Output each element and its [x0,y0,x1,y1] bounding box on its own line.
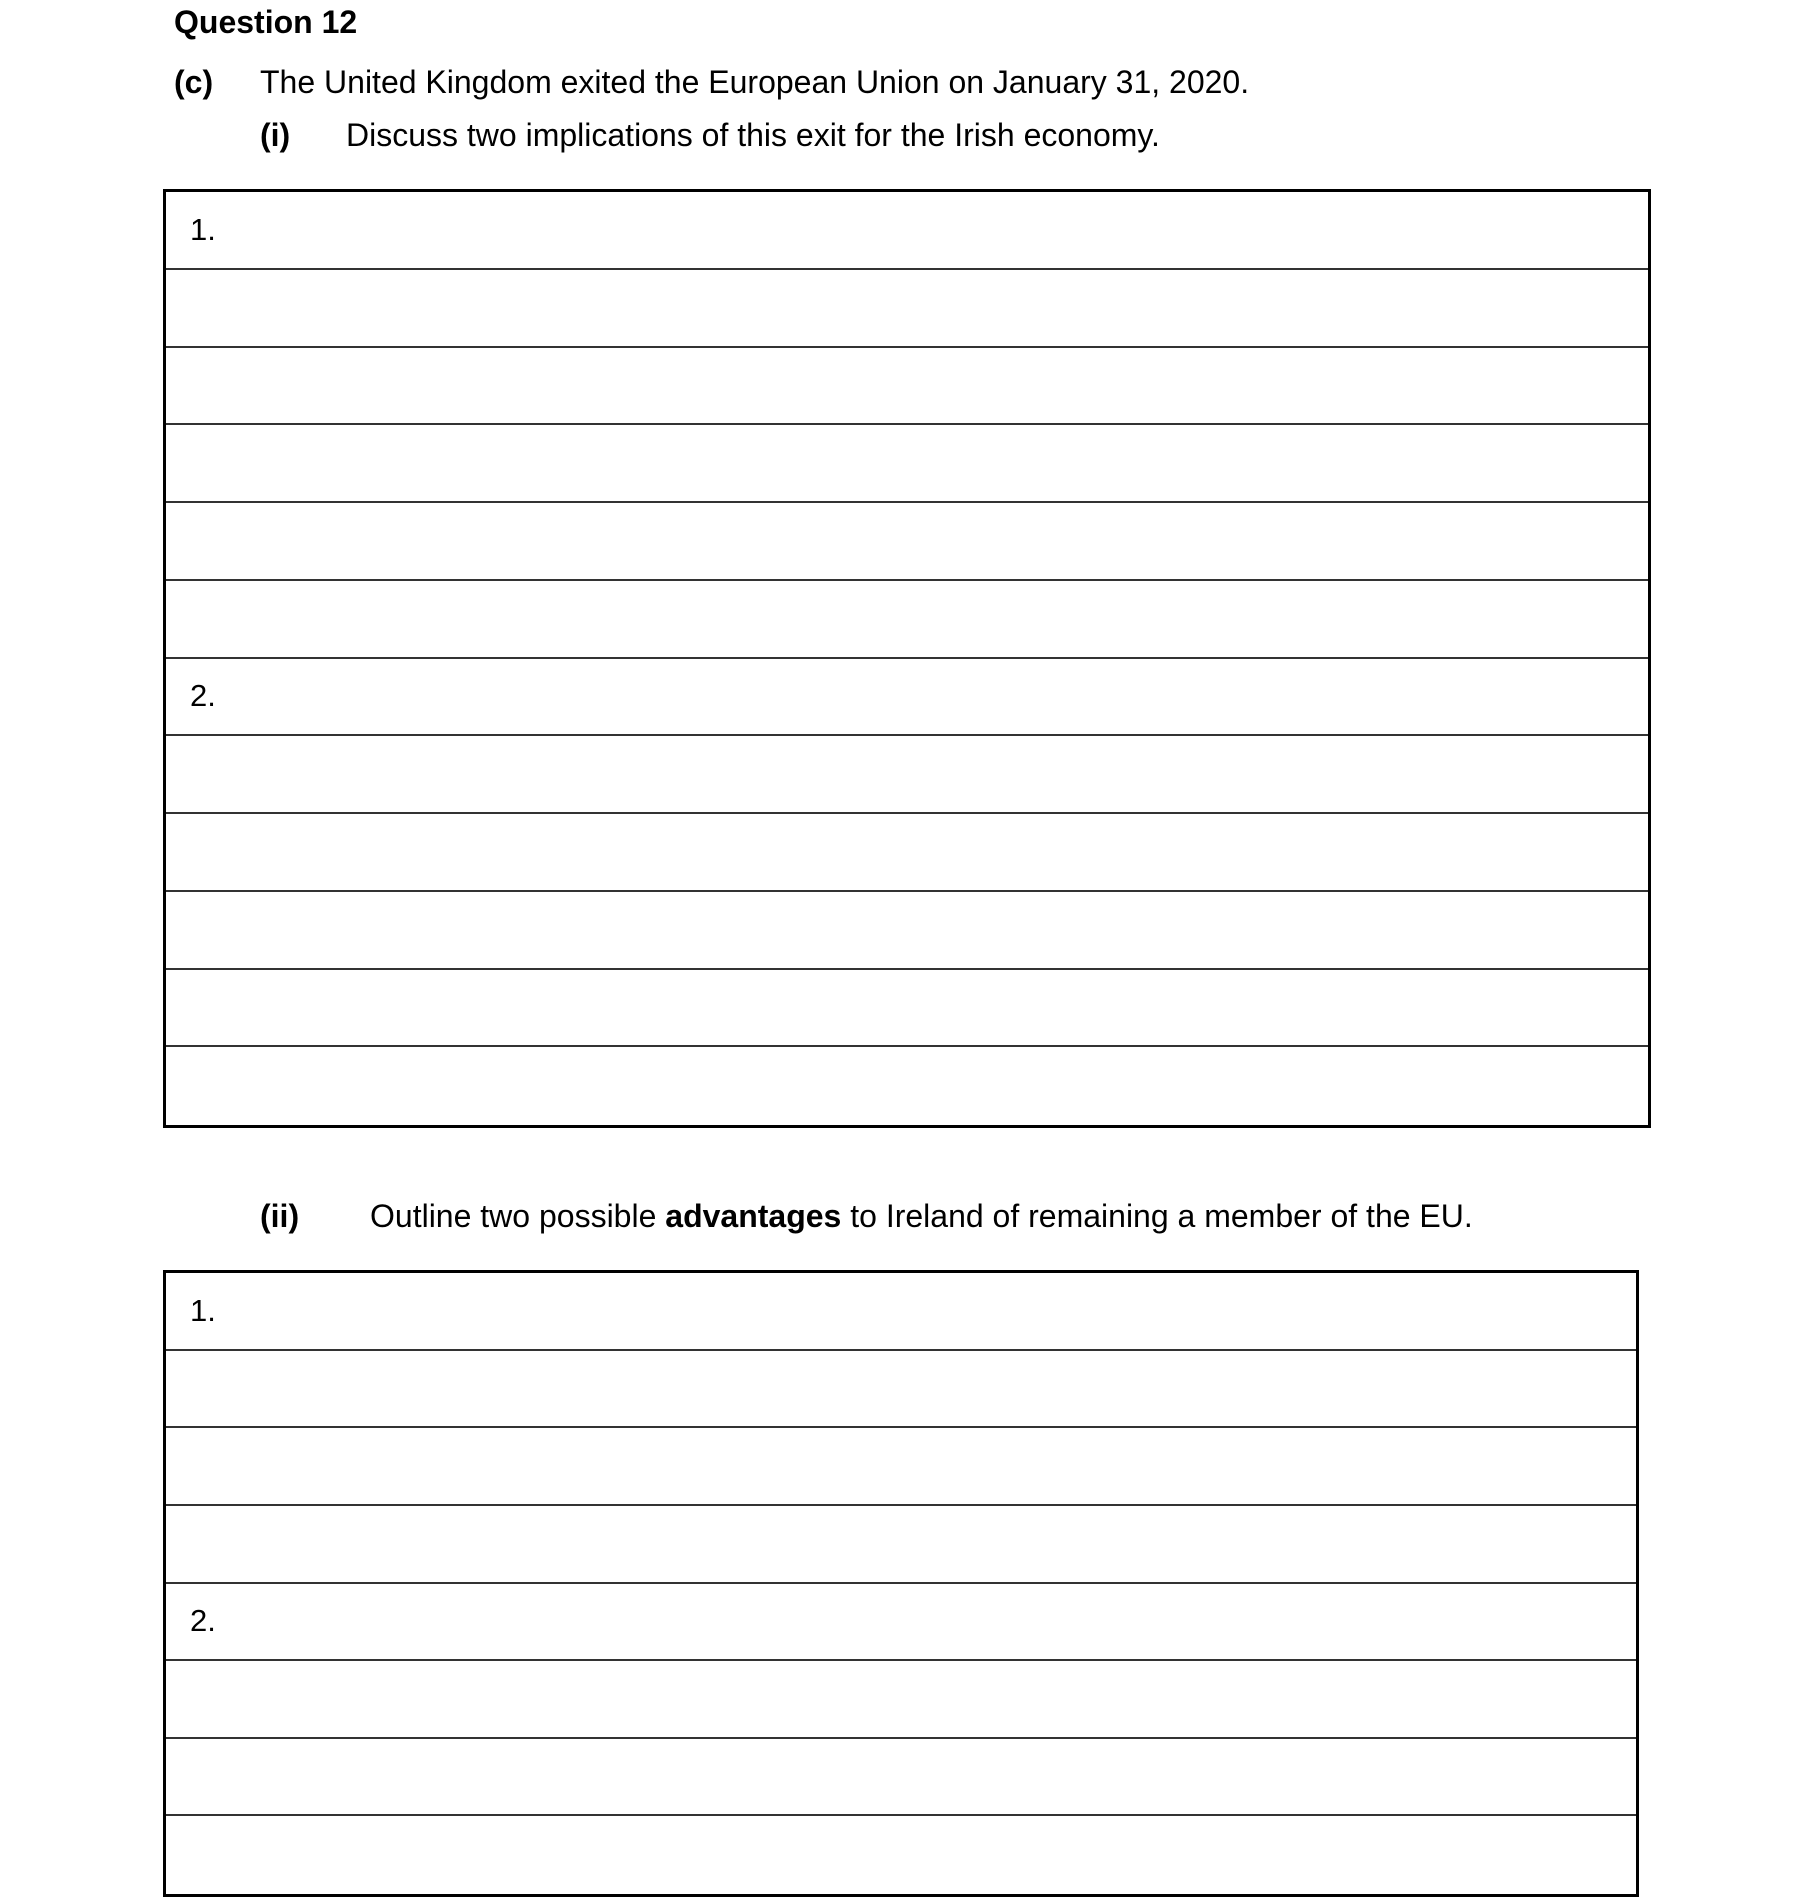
answer-line[interactable] [166,503,1648,581]
sub-ii-emphasis: advantages [665,1198,842,1234]
answer-line[interactable] [166,1506,1636,1584]
answer-number: 2. [190,678,216,714]
answer-line[interactable] [166,1047,1648,1125]
answer-box-i[interactable] [163,189,1651,1128]
sub-ii-line [260,1198,1473,1235]
answer-line[interactable] [166,192,1648,270]
sub-i-text: Discuss two implications of this exit for the Irish economy. [346,117,1160,153]
answer-line[interactable] [166,970,1648,1048]
answer-line[interactable] [166,736,1648,814]
answer-line[interactable] [166,892,1648,970]
answer-line[interactable] [166,270,1648,348]
answer-line[interactable] [166,348,1648,426]
answer-line[interactable] [166,1584,1636,1662]
answer-line[interactable] [166,1661,1636,1739]
answer-line[interactable] [166,581,1648,659]
answer-line[interactable] [166,1428,1636,1506]
part-text: The United Kingdom exited the European Union on January 31, 2020. [260,64,1250,100]
answer-number: 1. [190,211,216,247]
answer-number: 2. [190,1603,216,1639]
sub-ii-text-after: to Ireland of remaining a member of the EU. [841,1198,1473,1234]
answer-line[interactable] [166,1816,1636,1894]
sub-ii-text-before: Outline two possible [370,1198,666,1234]
answer-line[interactable] [166,1273,1636,1351]
sub-i-label: (i) [260,117,291,153]
question-title: Question 12 [174,4,358,40]
answer-line[interactable] [166,1739,1636,1817]
part-label: (c) [174,64,214,100]
answer-number: 1. [190,1292,216,1328]
answer-line[interactable] [166,425,1648,503]
answer-line[interactable] [166,814,1648,892]
answer-line[interactable] [166,659,1648,737]
sub-ii-label: (ii) [260,1198,300,1234]
part-c-line [174,64,1249,101]
sub-i-line [260,117,1160,154]
answer-box-ii[interactable] [163,1270,1639,1897]
answer-line[interactable] [166,1351,1636,1429]
